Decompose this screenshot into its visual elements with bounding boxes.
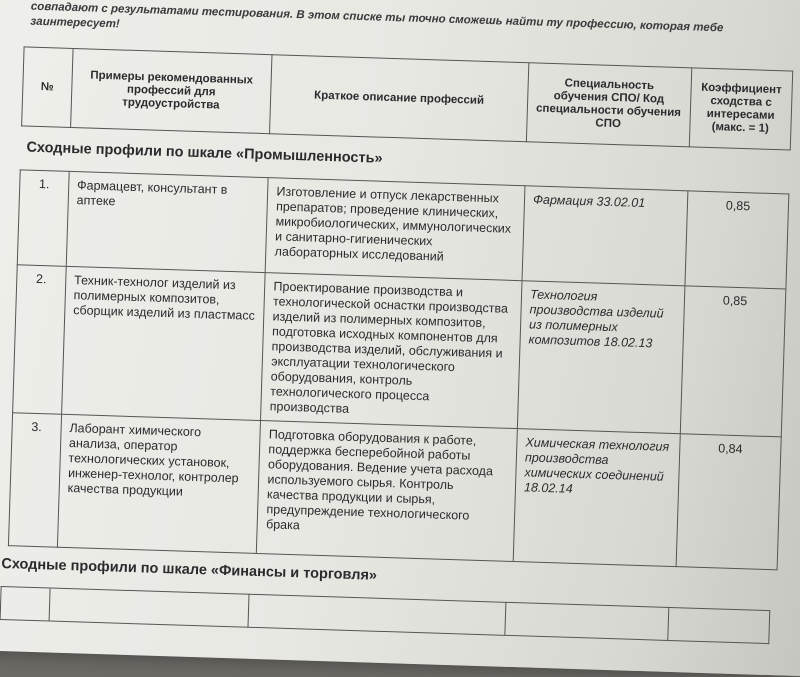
intro-text: совпадают с результатами тестирования. В этом списке ты точно сможешь найти ту профессию, которая тебе заинтересует! xyxy=(30,0,724,35)
row-specialty: Технология производства изделий из полимерных композитов 18.02.13 xyxy=(517,281,685,434)
row-coefficient: 0,85 xyxy=(680,286,785,437)
header-description: Краткое описание профессий xyxy=(270,55,529,142)
row-description: Подготовка оборудования к работе, поддержка бесперебойной работы оборудования. Ведение учета расхода используемого сырья. Контроль качества продукции и сырья, предупреждение технологического брака xyxy=(257,421,518,562)
header-examples: Примеры рекомендованных профессий для трудоустройства xyxy=(70,48,272,133)
header-coefficient: Коэффициент сходства с интересами (макс. = 1) xyxy=(689,68,793,150)
row-num: 1. xyxy=(17,170,69,266)
row-num: 3. xyxy=(8,413,61,547)
row-profession: Лаборант химического анализа, оператор технологических установок, инженер-технолог, контролер качества продукции xyxy=(57,414,261,553)
section-title-industry: Сходные профили по шкале «Промышленность» xyxy=(26,139,383,167)
row-coefficient: 0,85 xyxy=(685,191,789,289)
section-title-finance: Сходные профили по шкале «Финансы и торговля» xyxy=(1,555,378,584)
row-description: Изготовление и отпуск лекарственных препаратов; проведение клинических, микробиологических, иммунологических и санитарно-гигиенических лабораторных исследований xyxy=(265,178,525,281)
row-specialty: Химическая технология производства химических соединений 18.02.14 xyxy=(513,429,680,567)
row-num: 2. xyxy=(13,265,66,414)
table-row xyxy=(8,413,781,570)
row-profession: Фармацевт, консультант в аптеке xyxy=(66,171,268,272)
row-coefficient: 0,84 xyxy=(676,434,781,570)
table-row xyxy=(13,265,786,437)
row-profession: Техник-технолог изделий из полимерных композитов, сборщик изделий из пластмасс xyxy=(61,266,265,420)
table-row xyxy=(0,586,770,643)
industry-table xyxy=(8,169,789,570)
header-num: № xyxy=(22,47,73,127)
results-table-header xyxy=(21,46,793,150)
row-specialty: Фармация 33.02.01 xyxy=(522,186,688,286)
finance-table xyxy=(0,586,770,644)
header-specialty: Специальность обучения СПО/ Код специальности обучения СПО xyxy=(526,63,691,147)
row-description: Проектирование производства и технологической оснастки производства изделий из полимерных композитов, подготовка исходных компонентов для производства изделий, обслуживания и эксплуатации технологического оборудования, контроль технологического процесса производства xyxy=(261,273,522,429)
